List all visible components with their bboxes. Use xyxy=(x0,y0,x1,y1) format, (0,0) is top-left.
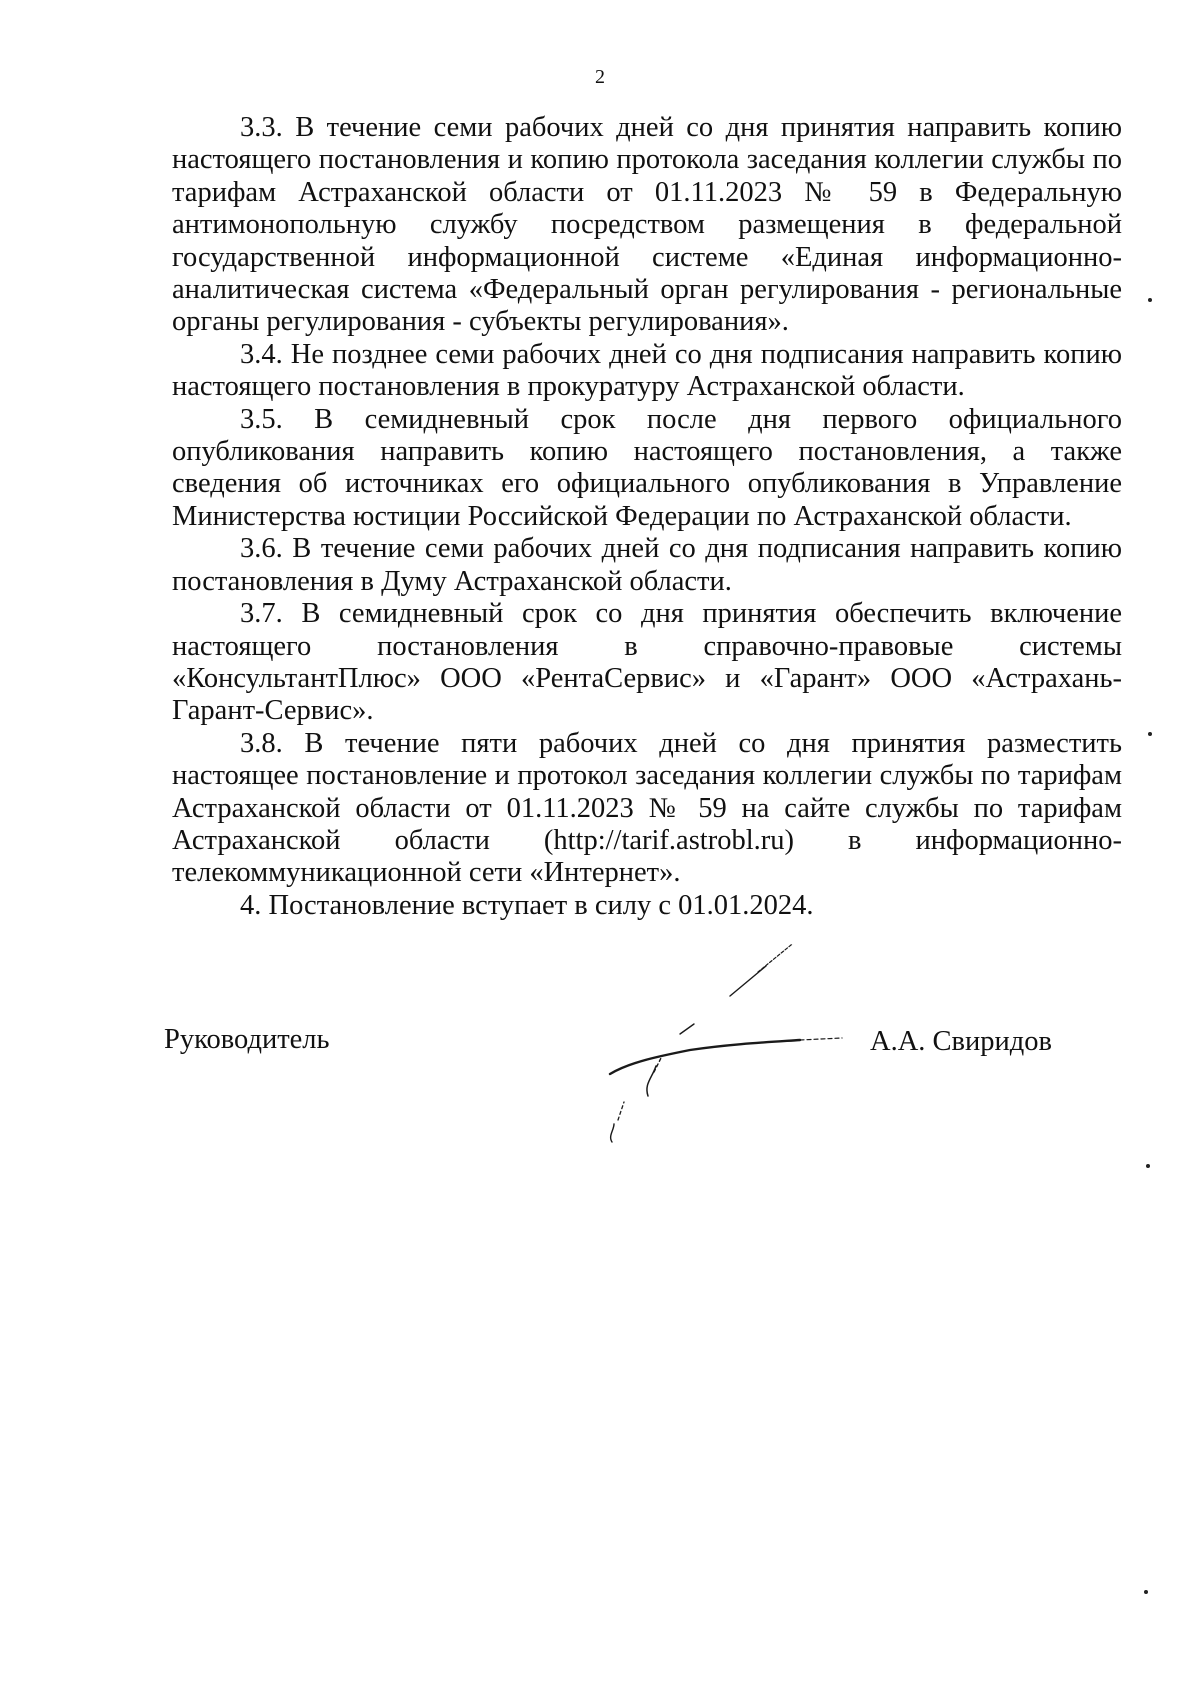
handwritten-signature-icon xyxy=(590,944,880,1184)
scan-speck xyxy=(1146,1164,1150,1168)
scan-speck xyxy=(1148,732,1152,736)
scan-speck xyxy=(1148,298,1152,302)
paragraph-3-7: 3.7. В семидневный срок со дня принятия обеспечить включение настоящего постановления в справочно-правовые системы «КонсультантПлюс» ООО «РентаСервис» и «Гарант» ООО «Астрахань-Гарант-Сервис». xyxy=(172,598,1122,727)
signer-name: А.А. Свиридов xyxy=(870,1026,1052,1057)
paragraph-3-6: 3.6. В течение семи рабочих дней со дня подписания направить копию постановления в Думу Астраханской области. xyxy=(172,533,1122,597)
paragraph-3-8: 3.8. В течение пяти рабочих дней со дня принятия разместить настоящее постановление и протокол заседания коллегии службы по тарифам Астраханской области от 01.11.2023 № 59 на сайте службы по тарифам Астраханской области (http://tarif.astrobl.ru) в информационно-телекоммуникационной сети «Интернет». xyxy=(172,727,1122,889)
signer-position: Руководитель xyxy=(164,1024,330,1055)
signature-block xyxy=(0,1024,1200,1184)
scan-speck xyxy=(1144,1590,1148,1594)
document-body xyxy=(172,112,1122,922)
paragraph-4: 4. Постановление вступает в силу с 01.01.2024. xyxy=(240,889,814,921)
paragraph-3-3: 3.3. В течение семи рабочих дней со дня принятия направить копию настоящего постановления и копию протокола заседания коллегии службы по тарифам Астраханской области от 01.11.2023 № 59 в Федеральную антимонопольную службу посредством размещения в федеральной государственной информационной системе «Единая информационно-аналитическая система «Федеральный орган регулирования - региональные органы регулирования - субъекты регулирования». xyxy=(172,112,1122,338)
paragraph-3-5: 3.5. В семидневный срок после дня первого официального опубликования направить копию настоящего постановления, а также сведения об источниках его официального опубликования в Управление Министерства юстиции Российской Федерации по Астраханской области. xyxy=(172,403,1122,532)
paragraph-3-4: 3.4. Не позднее семи рабочих дней со дня подписания направить копию настоящего постановления в прокуратуру Астраханской области. xyxy=(172,338,1122,403)
page-number: 2 xyxy=(595,66,605,88)
